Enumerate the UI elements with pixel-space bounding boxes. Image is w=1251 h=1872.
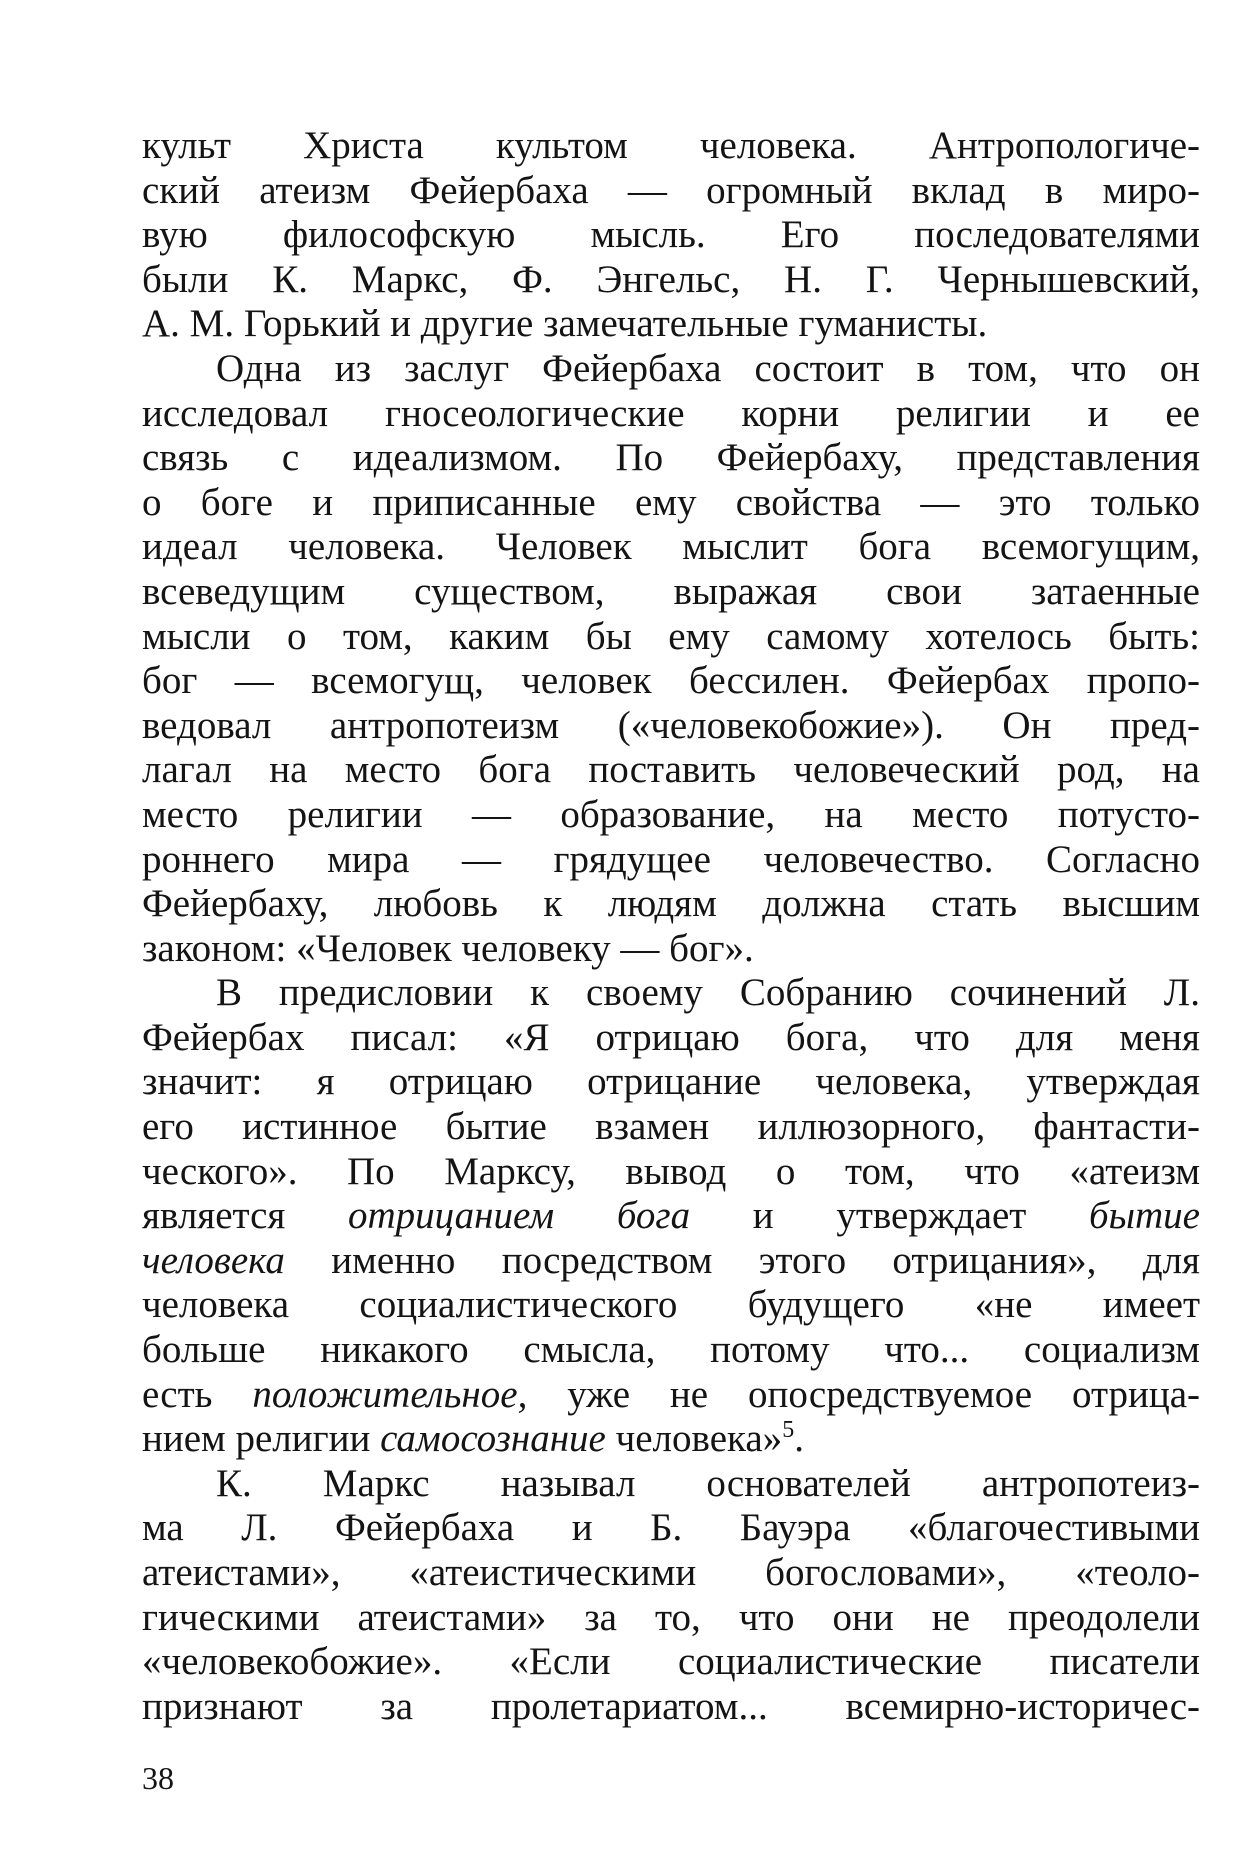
line-text: его истинное бытие взамен иллюзорного, фантасти-: [142, 1105, 1200, 1149]
line-text: признают за пролетариатом... всемирно-историчес-: [142, 1684, 1200, 1728]
line-text: нием религии: [142, 1417, 381, 1461]
line-text: место религии — образование, на место потусто-: [142, 792, 1200, 836]
line-text: Фейербах писал: «Я отрицаю бога, что для меня: [142, 1015, 1200, 1059]
emphasis-text: положительное,: [252, 1372, 528, 1416]
text-line: [142, 1462, 1200, 1507]
line-text: В предисловии к своему Собранию сочинений Л.: [216, 971, 1200, 1015]
paragraph: [142, 1462, 1200, 1730]
line-text: именно посредством этого отрицания», для: [284, 1238, 1200, 1282]
text-line: [142, 1060, 1200, 1105]
text-line: [142, 525, 1200, 570]
line-text: идеал человека. Человек мыслит бога всемогущим,: [142, 525, 1200, 569]
line-text: гическими атеистами» за то, что они не преодолели: [142, 1595, 1200, 1639]
line-text: были К. Маркс, Ф. Энгельс, Н. Г. Чернышевский,: [142, 257, 1200, 301]
line-text: роннего мира — грядущее человечество. Согласно: [142, 837, 1200, 881]
text-line: [142, 927, 1200, 972]
text-line: [142, 704, 1200, 749]
text-line: [142, 748, 1200, 793]
line-text: К. Маркс называл основателей антропотеиз-: [216, 1461, 1200, 1505]
line-text: человека»: [605, 1417, 783, 1461]
page-body: [142, 124, 1200, 1729]
text-line: [142, 1596, 1200, 1641]
line-text: есть: [142, 1372, 253, 1416]
text-line: [142, 258, 1200, 303]
line-text: исследовал гносеологические корни религии и ее: [142, 391, 1200, 435]
emphasis-text: бытие: [1088, 1194, 1200, 1238]
line-text: человека социалистического будущего «не имеет: [142, 1283, 1200, 1327]
page-number: 38: [142, 1760, 174, 1796]
line-text: о боге и приписанные ему свойства — это только: [142, 480, 1200, 524]
paragraph: [142, 347, 1200, 971]
text-line: [142, 838, 1200, 883]
text-line: [142, 1328, 1200, 1373]
text-line: [142, 213, 1200, 258]
line-text: культ Христа культом человека. Антропологиче-: [142, 124, 1200, 167]
text-line: [142, 1016, 1200, 1061]
line-text: бог — всемогущ, человек бессилен. Фейербах пропо-: [142, 659, 1200, 703]
line-text: больше никакого смысла, потому что... социализм: [142, 1328, 1200, 1372]
emphasis-text: человека: [142, 1238, 285, 1282]
emphasis-text: самосознание: [380, 1417, 606, 1461]
line-text: .: [794, 1417, 804, 1461]
text-line: [142, 169, 1200, 214]
text-line: [142, 1150, 1200, 1195]
line-text: всеведущим существом, выражая свои затаенные: [142, 569, 1200, 613]
text-line: [142, 1506, 1200, 1551]
line-text: ведовал антропотеизм («человекобожие»). Он пред-: [142, 703, 1200, 747]
paragraph: [142, 971, 1200, 1462]
line-text: ма Л. Фейербаха и Б. Бауэра «благочестивыми: [142, 1506, 1200, 1550]
footnote-ref[interactable]: 5: [782, 1417, 795, 1444]
text-line: [142, 570, 1200, 615]
line-text: является: [142, 1194, 348, 1238]
text-line: [142, 481, 1200, 526]
line-text: связь с идеализмом. По Фейербаху, представления: [142, 436, 1200, 480]
text-line: [142, 1685, 1200, 1730]
text-line: [142, 1417, 1200, 1462]
text-line: [142, 1194, 1200, 1239]
text-line: [142, 1640, 1200, 1685]
text-line: [142, 436, 1200, 481]
text-line: [142, 1239, 1200, 1284]
line-text: лагал на место бога поставить человеческий род, на: [142, 748, 1200, 792]
text-line: [142, 392, 1200, 437]
main-text: [142, 124, 1200, 1729]
line-text: А. М. Горький и другие замечательные гуманисты.: [142, 302, 988, 346]
text-line: [142, 124, 1200, 169]
line-text: значит: я отрицаю отрицание человека, утверждая: [142, 1060, 1200, 1104]
line-text: мысли о том, каким бы ему самому хотелось быть:: [142, 614, 1200, 658]
line-text: Фейербаху, любовь к людям должна стать высшим: [142, 882, 1200, 926]
text-line: [142, 1105, 1200, 1150]
text-line: [142, 615, 1200, 660]
text-line: [142, 793, 1200, 838]
line-text: уже не опосредствуемое отрица-: [527, 1372, 1200, 1416]
line-text: законом: «Человек человеку — бог».: [142, 926, 754, 970]
line-text: и утверждает: [690, 1194, 1089, 1238]
text-line: [142, 1373, 1200, 1418]
text-line: [142, 302, 1200, 347]
paragraph: [142, 124, 1200, 347]
text-line: [142, 971, 1200, 1016]
line-text: вую философскую мысль. Его последователями: [142, 213, 1200, 257]
emphasis-text: отрицанием бога: [347, 1194, 691, 1238]
text-line: [142, 1551, 1200, 1596]
line-text: ский атеизм Фейербаха — огромный вклад в миро-: [142, 168, 1200, 212]
line-text: Одна из заслуг Фейербаха состоит в том, что он: [216, 346, 1200, 390]
text-line: [142, 347, 1200, 392]
line-text: «человекобожие». «Если социалистические писатели: [142, 1640, 1200, 1684]
text-line: [142, 659, 1200, 704]
line-text: атеистами», «атеистическими богословами», «теоло-: [142, 1551, 1200, 1594]
text-line: [142, 1283, 1200, 1328]
line-text: ческого». По Марксу, вывод о том, что «атеизм: [142, 1149, 1200, 1193]
text-line: [142, 882, 1200, 927]
